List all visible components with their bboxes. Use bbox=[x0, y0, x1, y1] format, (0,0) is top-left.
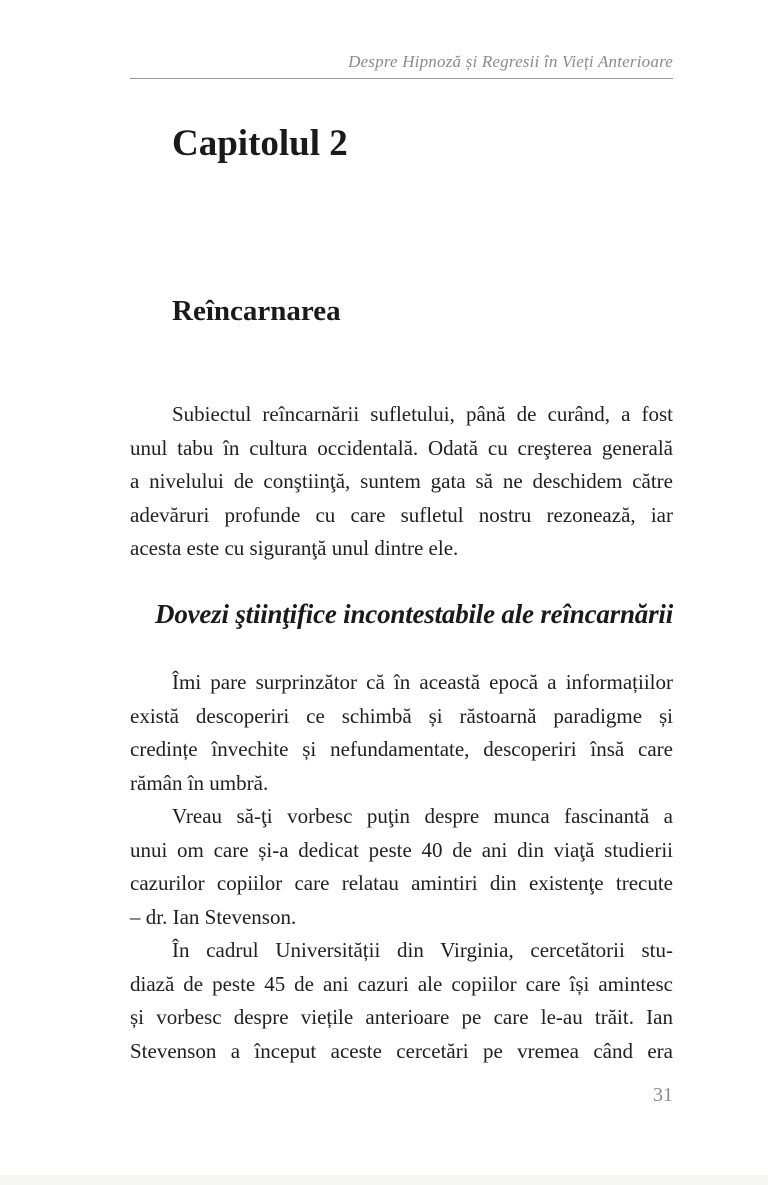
text-line: Îmi pare surprinzător că în această epocă a informațiilor bbox=[172, 670, 673, 694]
text-line: În cadrul Universității din Virginia, cercetătorii stu- bbox=[172, 938, 673, 962]
running-head: Despre Hipnoză și Regresii în Vieți Anterioare bbox=[348, 52, 673, 71]
text-line: – dr. Ian Stevenson. bbox=[130, 904, 297, 929]
text-line: Stevenson a început aceste cercetări pe vremea când era bbox=[130, 1038, 673, 1063]
text-line: unui om care și-a dedicat peste 40 de ani din viaţă studierii bbox=[130, 837, 673, 862]
paragraph bbox=[130, 934, 673, 1068]
text-line: a nivelului de conştiinţă, suntem gata să ne deschidem către bbox=[130, 469, 673, 493]
text-line: Subiectul reîncarnării sufletului, până de curând, a fost bbox=[172, 402, 673, 426]
text-line: și vorbesc despre viețile anterioare pe care le-au trăit. Ian bbox=[130, 1005, 673, 1029]
paragraph-intro bbox=[130, 398, 673, 566]
paragraph bbox=[130, 800, 673, 934]
page-number: 31 bbox=[653, 1084, 673, 1106]
text-line: există descoperiri ce schimbă și răstoarnă paradigme și bbox=[130, 703, 673, 728]
header-rule bbox=[130, 78, 673, 79]
text-line: unul tabu în cultura occidentală. Odată cu creşterea generală bbox=[130, 435, 673, 460]
chapter-title: Capitolul 2 bbox=[172, 123, 348, 164]
text-line: credințe învechite și nefundamentate, descoperiri însă care bbox=[130, 737, 673, 761]
text-line: rămân în umbră. bbox=[130, 770, 269, 795]
text-line: Vreau să-ţi vorbesc puţin despre munca fascinantă a bbox=[172, 804, 673, 828]
text-line: diază de peste 45 de ani cazuri ale copiilor care își amintesc bbox=[130, 971, 673, 996]
paragraph bbox=[130, 666, 673, 800]
subsection-title: Dovezi ştiinţifice incontestabile ale reîncarnării bbox=[155, 599, 673, 629]
text-line: cazurilor copiilor care relatau amintiri din existenţe trecute bbox=[130, 871, 673, 895]
section-title: Reîncarnarea bbox=[172, 295, 341, 327]
text-line: adevăruri profunde cu care sufletul nostru rezonează, iar bbox=[130, 502, 673, 527]
text-line: acesta este cu siguranţă unul dintre ele. bbox=[130, 536, 459, 560]
